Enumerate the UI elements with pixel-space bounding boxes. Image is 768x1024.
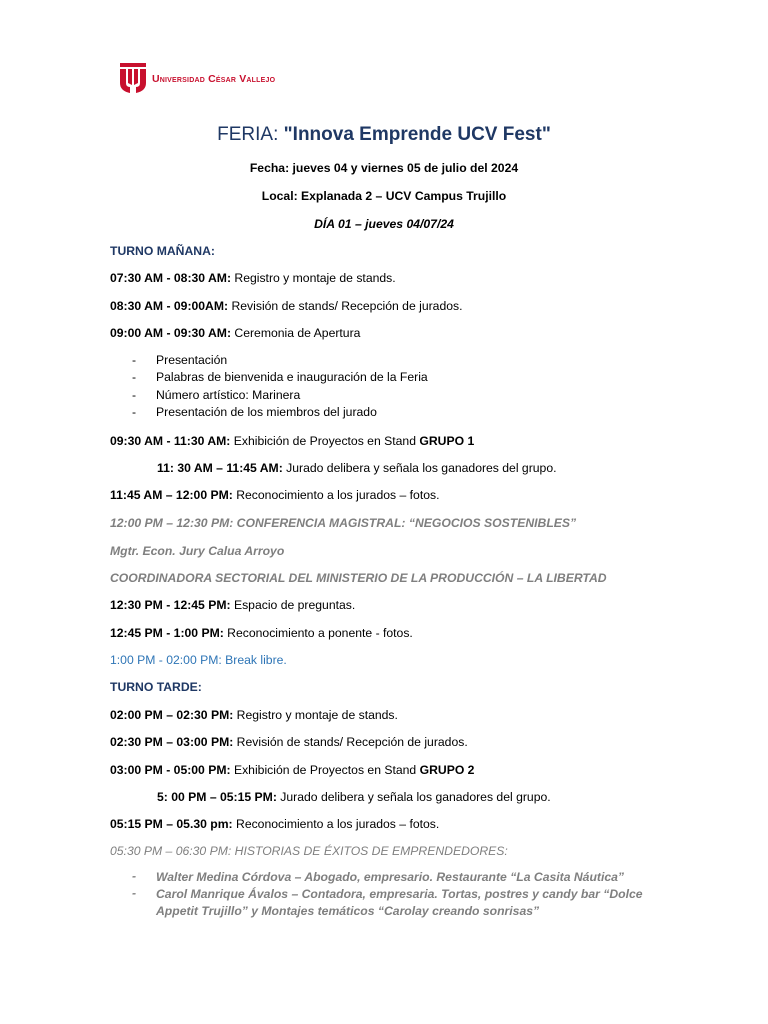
event-date: Fecha: jueves 04 y viernes 05 de julio del 2024 <box>249 161 519 175</box>
logo-text: Universidad César Vallejo <box>152 73 276 85</box>
conference-title: 12:00 PM – 12:30 PM: CONFERENCIA MAGISTRAL: “NEGOCIOS SOSTENIBLES” <box>110 516 577 530</box>
schedule-item: 12:45 PM - 1:00 PM: Reconocimiento a ponente - fotos. <box>110 626 413 640</box>
university-logo <box>118 60 275 96</box>
list-item: - Walter Medina Córdova – Abogado, empresario. Restaurante “La Casita Náutica” <box>132 869 624 884</box>
schedule-item: 11: 30 AM – 11:45 AM: Jurado delibera y señala los ganadores del grupo. <box>157 461 557 475</box>
schedule-item: 02:30 PM – 03:00 PM: Revisión de stands/ Recepción de jurados. <box>110 735 468 749</box>
morning-heading: TURNO MAÑANA: <box>110 244 215 258</box>
stories-list <box>132 869 656 920</box>
title-event-name: "Innova Emprende UCV Fest" <box>283 124 551 145</box>
afternoon-heading: TURNO TARDE: <box>110 680 202 694</box>
list-item: - Palabras de bienvenida e inauguración de la Feria <box>132 370 428 385</box>
schedule-item: 09:00 AM - 09:30 AM: Ceremonia de Apertura <box>110 326 361 340</box>
list-item: - Presentación <box>132 352 228 367</box>
schedule-item: 08:30 AM - 09:00AM: Revisión de stands/ Recepción de jurados. <box>110 299 463 313</box>
day-heading: DÍA 01 – jueves 04/07/24 <box>314 217 454 231</box>
speaker-role: COORDINADORA SECTORIAL DEL MINISTERIO DE LA PRODUCCIÓN – LA LIBERTAD <box>110 571 607 585</box>
list-item: - Número artístico: Marinera <box>132 387 301 402</box>
schedule-item: 03:00 PM - 05:00 PM: Exhibición de Proyectos en Stand GRUPO 2 <box>110 763 475 777</box>
schedule-item: 11:45 AM – 12:00 PM: Reconocimiento a los jurados – fotos. <box>110 488 440 502</box>
stories-title: 05:30 PM – 06:30 PM: HISTORIAS DE ÉXITOS DE EMPRENDEDORES: <box>110 844 508 858</box>
ucv-shield-icon <box>118 61 148 95</box>
schedule-item: 09:30 AM - 11:30 AM: Exhibición de Proyectos en Stand GRUPO 1 <box>110 434 475 448</box>
schedule-item: 05:15 PM – 05.30 pm: Reconocimiento a los jurados – fotos. <box>110 817 440 831</box>
event-location: Local: Explanada 2 – UCV Campus Trujillo <box>261 189 507 203</box>
speaker-name: Mgtr. Econ. Jury Calua Arroyo <box>110 544 285 558</box>
schedule-item: 02:00 PM – 02:30 PM: Registro y montaje de stands. <box>110 708 398 722</box>
ceremony-list <box>132 351 428 421</box>
schedule-item: 12:30 PM - 12:45 PM: Espacio de preguntas. <box>110 598 356 612</box>
page-title <box>0 124 768 146</box>
list-item: - Presentación de los miembros del jurado <box>132 405 377 420</box>
schedule-item: 07:30 AM - 08:30 AM: Registro y montaje de stands. <box>110 271 396 285</box>
schedule-item: 5: 00 PM – 05:15 PM: Jurado delibera y señala los ganadores del grupo. <box>157 790 551 804</box>
break-item: 1:00 PM - 02:00 PM: Break libre. <box>110 653 287 667</box>
title-prefix: FERIA: <box>217 124 284 145</box>
list-item: - Carol Manrique Ávalos – Contadora, empresaria. Tortas, postres y candy bar “Dolce Appetit Trujillo” y Montajes temáticos “Carolay creando sonrisas” <box>132 886 643 918</box>
